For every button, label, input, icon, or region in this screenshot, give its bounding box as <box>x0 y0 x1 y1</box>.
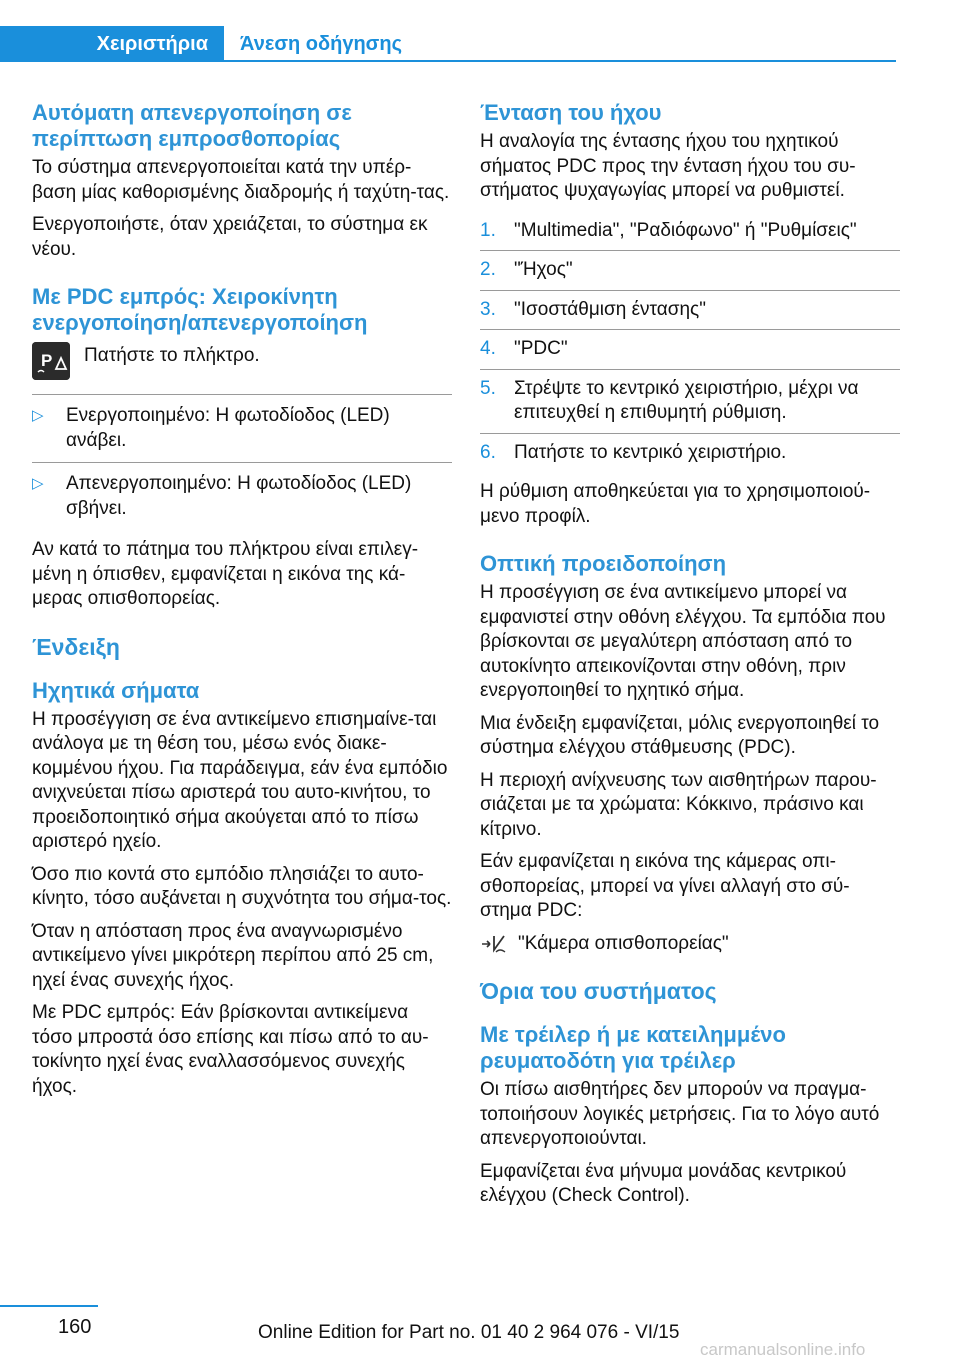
footer-rule <box>0 1305 98 1307</box>
paragraph: Αν κατά το πάτημα του πλήκτρου είναι επιλεγ-μένη η όπισθεν, εμφανίζεται η εικόνα της κά-μερας οπισθοπορείας. <box>32 539 419 609</box>
list-item: ▷ Ενεργοποιημένο: Η φωτοδίοδος (LED) ανάβει. <box>32 394 452 462</box>
list-item: 3. "Ισοστάθμιση έντασης" <box>480 290 900 330</box>
svg-text:P: P <box>41 351 53 370</box>
tab-driving-comfort[interactable]: Άνεση οδήγησης <box>240 33 402 55</box>
heading-trailer: Με τρέιλερ ή με κατειλημμένο ρευματοδότη για τρέιλερ <box>480 1022 786 1073</box>
paragraph: Η ρύθμιση αποθηκεύεται για το χρησιμοποιού-μενο προφίλ. <box>480 481 871 527</box>
camera-option-text: "Κάμερα οπισθοπορείας" <box>518 932 729 954</box>
paragraph: Εμφανίζεται ένα μήνυμα μονάδας κεντρικού ελέγχου (Check Control). <box>480 1160 847 1206</box>
paragraph: Η περιοχή ανίχνευσης των αισθητήρων παρου-σιάζεται με τα χρώματα: Κόκκινο, πράσινο και κίτρινο. <box>480 769 877 840</box>
button-instruction <box>32 342 452 380</box>
watermark: carmanualsonline.info <box>700 1340 866 1359</box>
paragraph: Ενεργοποιήστε, όταν χρειάζεται, το σύστημα εκ νέου. <box>32 214 428 260</box>
heading-visual-warning: Οπτική προειδοποίηση <box>480 551 727 576</box>
heading-volume: Ένταση του ήχου <box>480 100 662 125</box>
list-item: 4. "PDC" <box>480 329 900 369</box>
heading-acoustic-signals: Ηχητικά σήματα <box>32 677 200 703</box>
paragraph: Η αναλογία της έντασης ήχου του ηχητικού σήματος PDC προς την ένταση ήχου του συ-στήματος ψυχαγωγίας μπορεί να ρυθμιστεί. <box>480 131 856 201</box>
page-header <box>0 0 960 62</box>
pdc-switch-icon <box>480 932 508 956</box>
heading-front-pdc: Με PDC εμπρός: Χειροκίνητη ενεργοποίηση/απενεργοποίηση <box>32 284 368 335</box>
pdc-button-icon <box>32 342 70 380</box>
list-item: 2. "Ήχος" <box>480 250 900 290</box>
left-column <box>32 100 452 1107</box>
volume-steps <box>480 212 900 473</box>
edition-note: Online Edition for Part no. 01 40 2 964 076 - VI/15 <box>258 1322 680 1343</box>
heading-auto-deactivation: Αυτόματη απενεργοποίηση σε περίπτωση εμπροσθοπορίας <box>32 100 352 151</box>
heading-system-limits: Όρια του συστήματος <box>480 978 717 1004</box>
paragraph: Όσο πιο κοντά στο εμπόδιο πλησιάζει το αυτο-κίνητο, τόσο αυξάνεται η συχνότητα του σήμα-τος. <box>32 863 452 909</box>
list-item: 6. Πατήστε το κεντρικό χειριστήριο. <box>480 433 900 473</box>
paragraph: Όταν η απόσταση προς ένα αναγνωρισμένο αντικείμενο γίνει μικρότερη περίπου από 25 cm, ηχεί ένας συνεχής ήχος. <box>32 920 434 991</box>
paragraph: Μια ένδειξη εμφανίζεται, μόλις ενεργοποιηθεί το σύστημα ελέγχου στάθμευσης (PDC). <box>480 712 880 758</box>
triangle-bullet-icon: ▷ <box>32 407 44 424</box>
paragraph: Με PDC εμπρός: Εάν βρίσκονται αντικείμενα τόσο μπροστά όσο επίσης και πίσω από το αυ-τοκίνητο ηχεί ένας εναλλασσόμενος συνεχής ήχος. <box>32 1002 429 1097</box>
paragraph: Το σύστημα απενεργοποιείται κατά την υπέρ-βαση μίας καθορισμένης διαδρομής ή ταχύτη-τας. <box>32 157 450 203</box>
paragraph: Η προσέγγιση σε ένα αντικείμενο επισημαίνε-ται ανάλογα με τη θέση του, μέσω ενός διακε-κομμένου ήχου. Για παράδειγμα, εάν ένα εμπόδιο ανιχνεύεται πίσω αριστερά του αυτο-κινήτου, το προειδοποιητικό σήμα ακούγεται από το πίσω αριστερό ηχείο. <box>32 708 448 852</box>
press-button-text: Πατήστε το πλήκτρο. <box>84 345 260 366</box>
paragraph: Η προσέγγιση σε ένα αντικείμενο μπορεί να εμφανιστεί στην οθόνη ελέγχου. Τα εμπόδια που βρίσκονται σε μεγαλύτερη απόσταση από το αυτοκίνητο απεικονίζονται στην οθόνη, πριν ενεργοποιηθεί το ηχητικό σήμα. <box>480 582 886 701</box>
list-item: 1. "Multimedia", "Ραδιόφωνο" ή "Ρυθμίσεις" <box>480 219 857 241</box>
header-rule <box>224 60 896 62</box>
heading-indication: Ένδειξη <box>32 633 120 660</box>
page-number: 160 <box>58 1316 92 1338</box>
right-column <box>480 100 900 1217</box>
list-item: 5. Στρέψτε το κεντρικό χειριστήριο, μέχρι να επιτευχθεί η επιθυμητή ρύθμιση. <box>480 369 900 433</box>
paragraph: Οι πίσω αισθητήρες δεν μπορούν να πραγμα-τοποιήσουν λογικές μετρήσεις. Για το λόγο αυτό απενεργοποιούνται. <box>480 1079 880 1149</box>
triangle-bullet-icon: ▷ <box>32 475 44 492</box>
tab-controls[interactable]: Χειριστήρια <box>0 26 224 62</box>
list-item: ▷ Απενεργοποιημένο: Η φωτοδίοδος (LED) σβήνει. <box>32 462 452 530</box>
camera-option-row <box>480 932 900 957</box>
paragraph: Εάν εμφανίζεται η εικόνα της κάμερας οπι-σθοπορείας, μπορεί να γίνει αλλαγή στο σύ-στημα PDC: <box>480 851 850 921</box>
status-list <box>32 394 452 530</box>
